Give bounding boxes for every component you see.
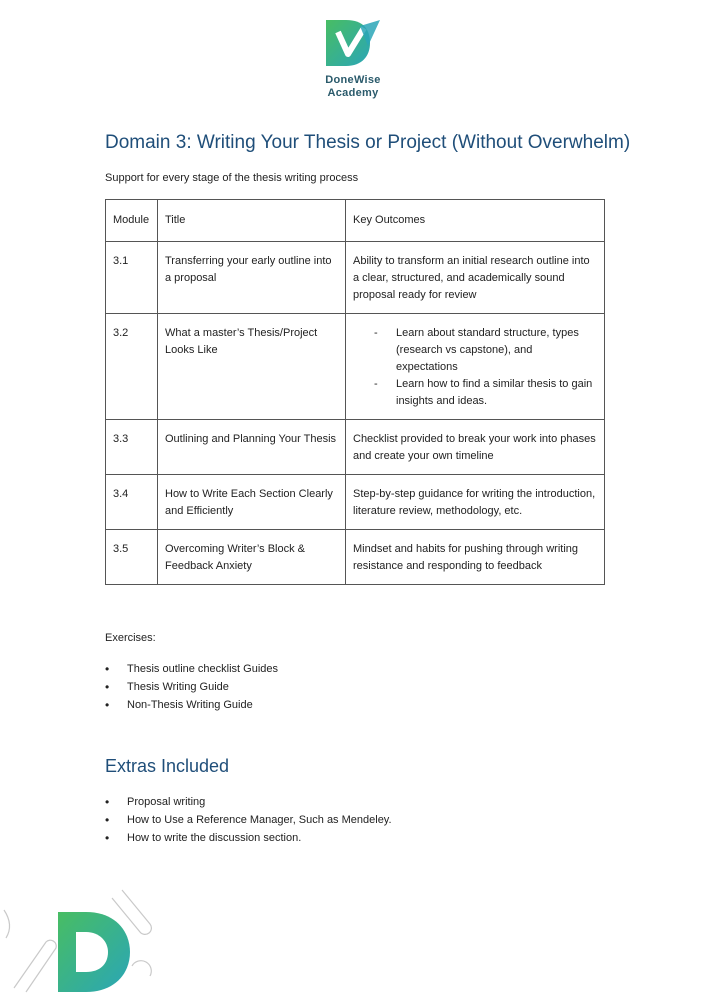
list-item: • Proposal writing bbox=[105, 793, 392, 811]
list-item: • Non-Thesis Writing Guide bbox=[105, 696, 278, 714]
module-title: Transferring your early outline into a proposal bbox=[158, 242, 346, 314]
module-outcome: Ability to transform an initial research outline into a clear, structured, and academically sound proposal ready for review bbox=[346, 242, 605, 314]
brand-subname: Academy bbox=[327, 87, 379, 99]
module-number: 3.4 bbox=[106, 475, 158, 530]
donewise-d-watermark-icon bbox=[0, 880, 180, 995]
table-row bbox=[106, 420, 605, 475]
modules-table bbox=[105, 199, 605, 585]
module-title: What a master’s Thesis/Project Looks Like bbox=[158, 314, 346, 420]
header-module: Module bbox=[106, 200, 158, 242]
donewise-dv-logo-icon bbox=[324, 18, 382, 68]
extras-list bbox=[105, 793, 392, 847]
module-number: 3.5 bbox=[106, 530, 158, 585]
exercises-label: Exercises: bbox=[105, 632, 156, 644]
domain-title: Domain 3: Writing Your Thesis or Project (Without Overwhelm) bbox=[105, 132, 631, 153]
outcome-item: - Learn how to find a similar thesis to gain insights and ideas. bbox=[396, 376, 597, 410]
list-item: • How to Use a Reference Manager, Such as Mendeley. bbox=[105, 811, 392, 829]
table-row bbox=[106, 242, 605, 314]
outcome-list bbox=[353, 325, 597, 410]
exercises-list bbox=[105, 660, 278, 714]
outcome-item: - Learn about standard structure, types (research vs capstone), and expectations bbox=[396, 325, 597, 376]
table-row bbox=[106, 530, 605, 585]
brand-name: DoneWise bbox=[325, 74, 381, 86]
module-number: 3.2 bbox=[106, 314, 158, 420]
list-item: • Thesis outline checklist Guides bbox=[105, 660, 278, 678]
header-outcomes: Key Outcomes bbox=[346, 200, 605, 242]
header-title: Title bbox=[158, 200, 346, 242]
brand-header bbox=[0, 18, 706, 99]
module-number: 3.3 bbox=[106, 420, 158, 475]
table-row bbox=[106, 314, 605, 420]
module-outcome bbox=[346, 314, 605, 420]
module-title: Overcoming Writer’s Block & Feedback Anxiety bbox=[158, 530, 346, 585]
module-number: 3.1 bbox=[106, 242, 158, 314]
domain-subtitle: Support for every stage of the thesis writing process bbox=[105, 172, 359, 184]
table-row bbox=[106, 475, 605, 530]
module-outcome: Checklist provided to break your work into phases and create your own timeline bbox=[346, 420, 605, 475]
table-header-row bbox=[106, 200, 605, 242]
module-outcome: Mindset and habits for pushing through writing resistance and responding to feedback bbox=[346, 530, 605, 585]
list-item: • How to write the discussion section. bbox=[105, 829, 392, 847]
module-title: Outlining and Planning Your Thesis bbox=[158, 420, 346, 475]
list-item: • Thesis Writing Guide bbox=[105, 678, 278, 696]
module-outcome: Step-by-step guidance for writing the introduction, literature review, methodology, etc. bbox=[346, 475, 605, 530]
extras-title: Extras Included bbox=[105, 756, 230, 776]
module-title: How to Write Each Section Clearly and Efficiently bbox=[158, 475, 346, 530]
